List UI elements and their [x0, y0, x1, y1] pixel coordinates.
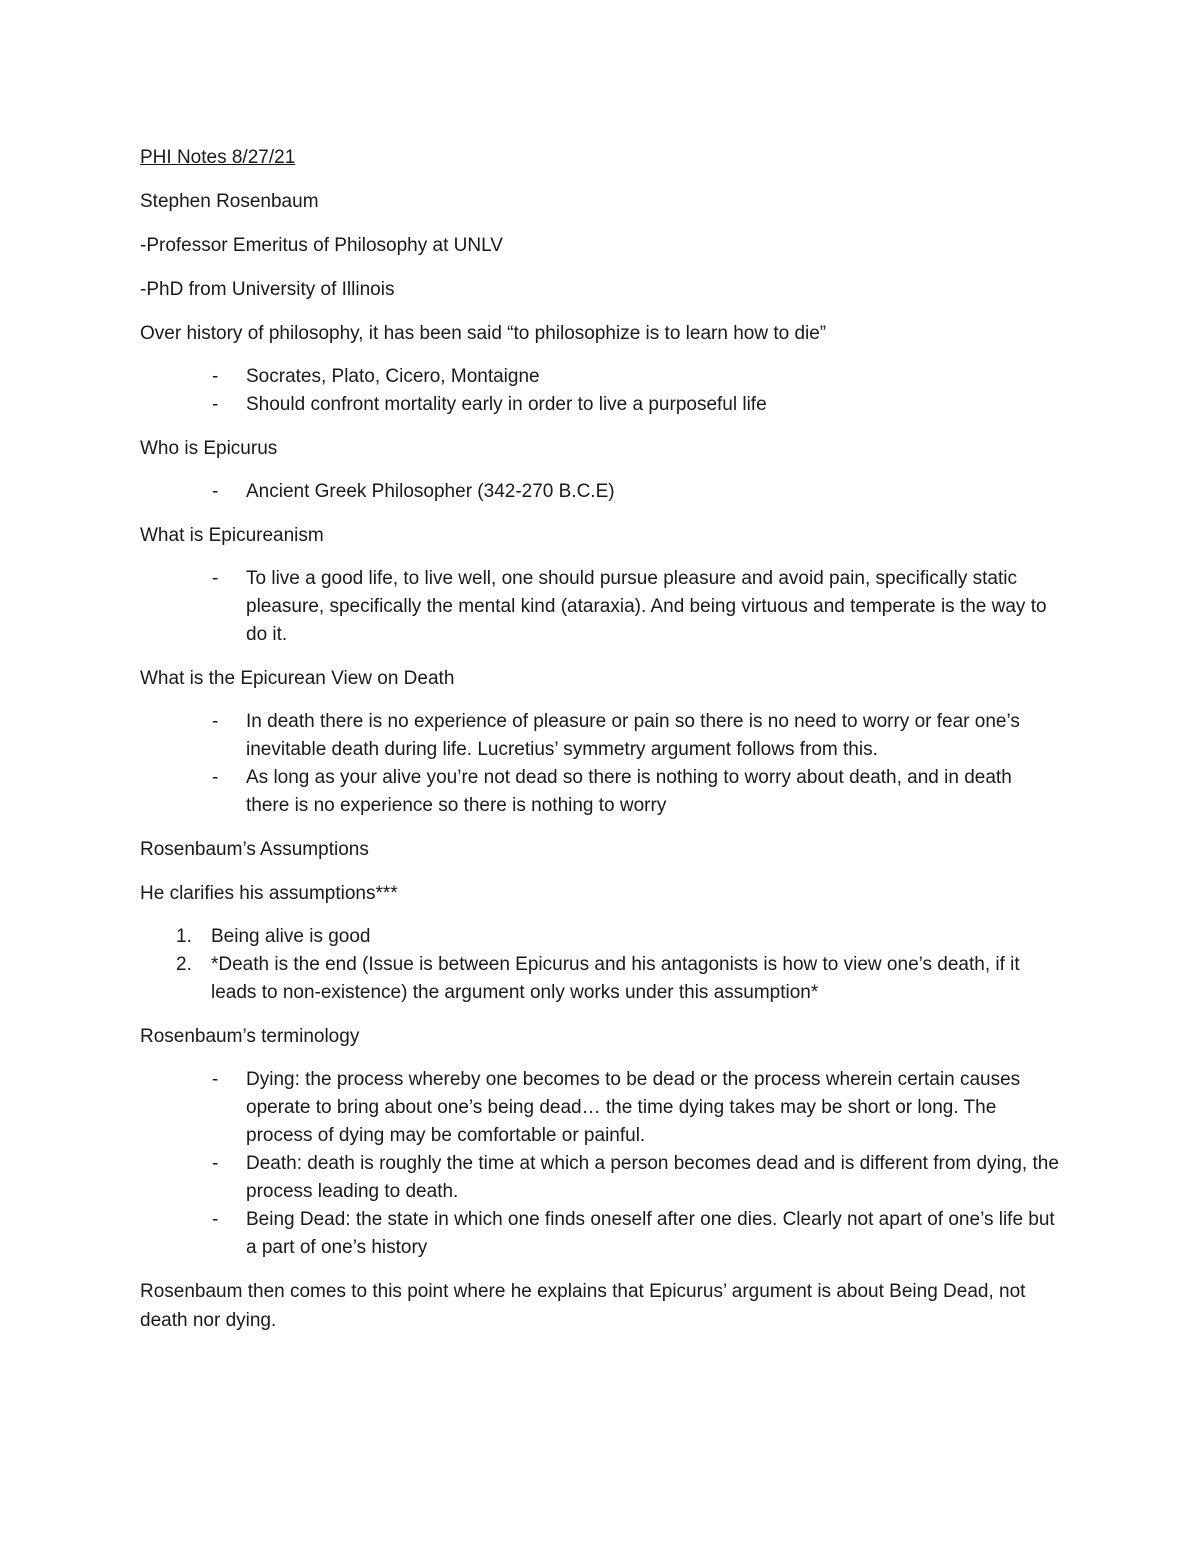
dash-marker: - [212, 767, 219, 788]
section-heading: Rosenbaum’s Assumptions [140, 839, 369, 860]
list-number: 1. [176, 926, 192, 947]
dash-marker: - [212, 394, 219, 415]
list-item: - Death: death is roughly the time at which a person becomes dead and is different from dying, the process leading to death. [140, 1150, 1060, 1206]
dash-marker: - [212, 1069, 219, 1090]
dash-marker: - [212, 711, 219, 732]
section-heading: Over history of philosophy, it has been said “to philosophize is to learn how to die” [140, 323, 827, 344]
author-line: -PhD from University of Illinois [140, 279, 395, 300]
dash-marker: - [212, 1209, 219, 1230]
list-number: 2. [176, 954, 192, 975]
list-item: - Dying: the process whereby one becomes to be dead or the process wherein certain causes operate to bring about one’s being dead… the time dying takes may be short or long. The process of dying may be comfortable or painful. [140, 1066, 1060, 1150]
list-item: - Socrates, Plato, Cicero, Montaigne [140, 363, 1060, 391]
dash-marker: - [212, 1153, 219, 1174]
bullet-list [140, 708, 1060, 820]
bullet-list [140, 478, 1060, 506]
list-item: - As long as your alive you’re not dead so there is nothing to worry about death, and in death there is no experience so there is nothing to worry [140, 764, 1060, 820]
list-item: - Should confront mortality early in order to live a purposeful life [140, 391, 1060, 419]
list-item: 1. Being alive is good [140, 923, 1060, 951]
dash-marker: - [212, 568, 219, 589]
dash-marker: - [212, 366, 219, 387]
section-heading: What is Epicureanism [140, 525, 324, 546]
list-item: - Being Dead: the state in which one finds oneself after one dies. Clearly not apart of one’s life but a part of one’s history [140, 1206, 1060, 1262]
list-item: - To live a good life, to live well, one should pursue pleasure and avoid pain, specifically static pleasure, specifically the mental kind (ataraxia). And being virtuous and temperate is the way to do it. [140, 565, 1060, 649]
bullet-list [140, 565, 1060, 649]
section-heading: What is the Epicurean View on Death [140, 668, 455, 689]
list-item: - In death there is no experience of pleasure or pain so there is no need to worry or fear one’s inevitable death during life. Lucretius’ symmetry argument follows from this. [140, 708, 1060, 764]
dash-marker: - [212, 481, 219, 502]
document-title: PHI Notes 8/27/21 [140, 147, 296, 168]
section-intro: He clarifies his assumptions*** [140, 883, 398, 904]
bullet-list [140, 363, 1060, 419]
bullet-list [140, 1066, 1060, 1262]
author-line: -Professor Emeritus of Philosophy at UNLV [140, 235, 503, 256]
author-name: Stephen Rosenbaum [140, 191, 319, 212]
list-item: 2. *Death is the end (Issue is between Epicurus and his antagonists is how to view one’s death, if it leads to non-existence) the argument only works under this assumption* [140, 951, 1060, 1007]
document-body [140, 143, 1060, 1350]
conclusion-paragraph: Rosenbaum then comes to this point where he explains that Epicurus’ argument is about Being Dead, not death nor dying. [140, 1281, 1026, 1331]
section-heading: Who is Epicurus [140, 438, 278, 459]
numbered-list [140, 923, 1060, 1007]
section-heading: Rosenbaum’s terminology [140, 1026, 360, 1047]
list-item: - Ancient Greek Philosopher (342-270 B.C.E) [140, 478, 1060, 506]
